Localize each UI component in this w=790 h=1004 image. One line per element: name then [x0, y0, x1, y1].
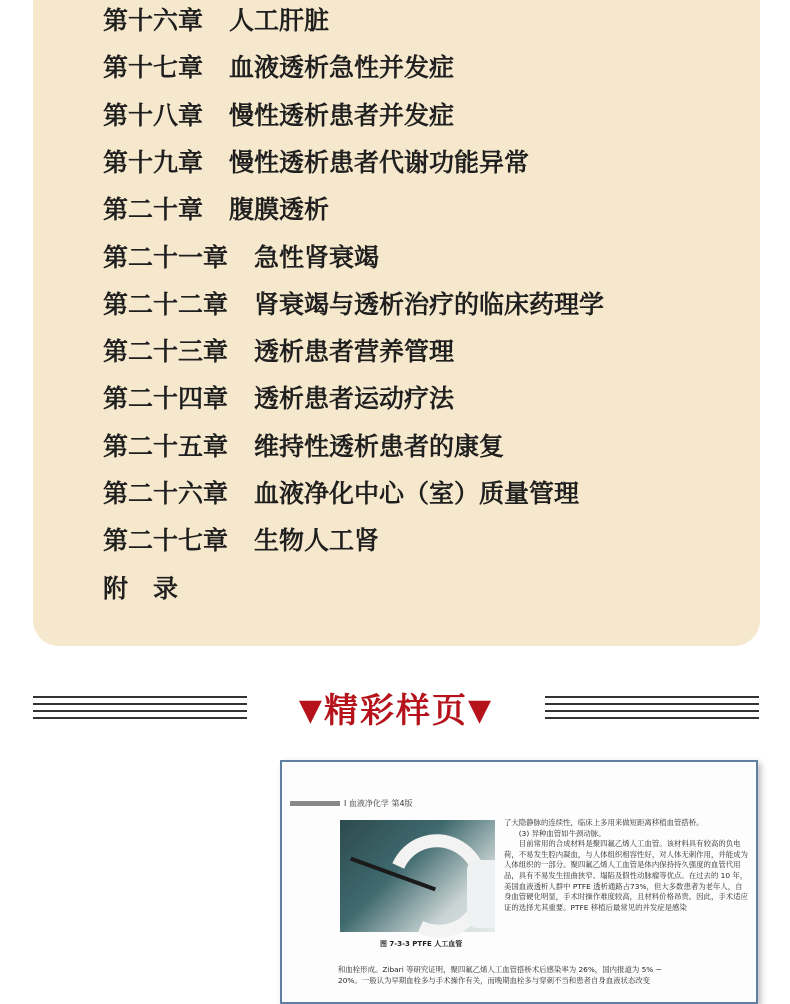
toc-item [103, 479, 579, 509]
full-width-text [338, 965, 748, 986]
toc-item [103, 243, 379, 273]
toc-item [103, 6, 329, 36]
toc-panel [33, 0, 760, 646]
chapter-number: 第十七章 [103, 53, 204, 83]
figure-photo [340, 820, 495, 932]
chapter-title: 透析患者运动疗法 [254, 384, 455, 414]
decorative-rules-left [33, 696, 247, 724]
figure-caption: 图 7-3-3 PTFE 人工血管 [380, 940, 463, 948]
chapter-title: 腹膜透析 [229, 195, 330, 225]
chapter-number: 第二十七章 [103, 526, 229, 556]
gloved-hand [467, 860, 495, 928]
chapter-title: 慢性透析患者并发症 [229, 100, 455, 130]
toc-item [103, 526, 379, 556]
chapter-number: 附 录 [103, 573, 179, 603]
running-head-bar [290, 801, 340, 806]
toc-item [103, 148, 529, 178]
chapter-title: 生物人工肾 [254, 526, 380, 556]
chapter-title: 人工肝脏 [229, 6, 330, 35]
running-head-text: I 血液净化学 第4版 [344, 799, 413, 808]
chapter-number: 第二十章 [103, 195, 204, 225]
chapter-number: 第二十一章 [103, 242, 229, 272]
chapter-number: 第二十二章 [103, 289, 229, 319]
chapter-title: 急性肾衰竭 [254, 242, 380, 272]
chapter-title: 肾衰竭与透析治疗的临床药理学 [254, 289, 605, 319]
chapter-number: 第二十三章 [103, 337, 229, 367]
chapter-number: 第二十六章 [103, 479, 229, 508]
paragraph: (3) 异种血管如牛颈动脉。 [518, 828, 606, 838]
chapter-number: 第二十五章 [103, 431, 229, 461]
toc-item [103, 53, 454, 83]
chapter-number: 第二十四章 [103, 384, 229, 414]
chapter-title: 血液透析急性并发症 [229, 53, 455, 83]
triangle-down-icon: ▼ [468, 693, 494, 728]
toc-item [103, 101, 454, 131]
paragraph: 了大隐静脉的连续性，临床上多用来做短距离移植血管搭桥。 [504, 818, 704, 827]
chapter-title: 慢性透析患者代谢功能异常 [229, 147, 530, 177]
paragraph: 目前常用的合成材料是聚四氟乙烯人工血管。该材料具有较高的负电荷，不易发生腔内凝血，与人体组织相容性好，对人体无刺作用，并能成为人体组织的一部分。聚四氟乙烯人工血管是体内保持持久强度的血管代用品，具有不易发生扭曲狭窄、塌陷及假性动脉瘤等优点。在过去的 10 年，美国血液透析人群中 PTFE 透析通路占73%，但大多数患者为老年人，自身血管硬化明显，手术时操作难度较高，且材料价格昂贵。因此，手术适应证的选择尤其重要。PTFE 移植后最常见的并发症是感染 [504, 839, 748, 912]
chapter-number: 第十六章 [103, 6, 204, 35]
right-column-text [504, 818, 748, 913]
toc-item [103, 337, 454, 367]
section-title-text: 精彩样页 [324, 691, 468, 731]
section-title [276, 686, 516, 736]
toc-item [103, 290, 604, 320]
chapter-number: 第十八章 [103, 100, 204, 130]
chapter-title: 维持性透析患者的康复 [254, 431, 505, 461]
toc-item [103, 574, 178, 604]
decorative-rules-right [545, 696, 759, 724]
running-head [290, 798, 413, 810]
chapter-number: 第十九章 [103, 147, 204, 177]
sample-page-image [280, 760, 758, 1004]
text-line: 20%。一般认为早期血栓多与手术操作有关，而晚期血栓多与穿刺不当和患者自身血液状态改变 [338, 975, 651, 985]
section-header [0, 686, 790, 736]
chapter-title: 透析患者营养管理 [254, 337, 455, 367]
toc-item [103, 432, 504, 462]
chapter-title: 血液净化中心（室）质量管理 [254, 479, 580, 508]
toc-item [103, 195, 329, 225]
text-line: 和血栓形成。Zibari 等研究证明，聚四氟乙烯人工血管搭桥术后感染率为 26%，国内报道为 5% ~ [338, 965, 662, 974]
toc-item [103, 384, 454, 414]
triangle-down-icon: ▼ [298, 693, 324, 728]
